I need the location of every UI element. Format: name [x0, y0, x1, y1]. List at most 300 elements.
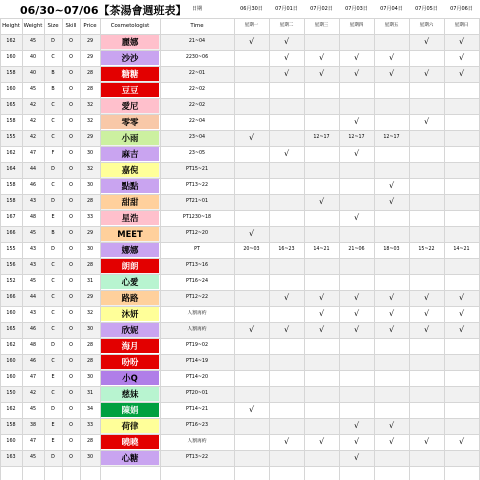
cell-skill: O — [69, 71, 73, 76]
cell-time: PT13~16 — [185, 263, 209, 268]
day-cell — [444, 370, 479, 386]
day-cell — [444, 210, 479, 226]
cell-height: 166 — [6, 231, 16, 236]
table-row — [0, 194, 480, 210]
cell-skill: O — [69, 311, 73, 316]
table-row — [0, 162, 480, 178]
day-cell — [444, 162, 479, 178]
header-date: 07月06日 — [450, 6, 473, 12]
cell-time: PT — [194, 247, 200, 252]
cell-skill: O — [69, 391, 73, 396]
table-row — [0, 242, 480, 258]
cell-height: 158 — [6, 119, 16, 124]
day-cell: √ — [353, 309, 360, 318]
table-row — [0, 322, 480, 338]
cell-time: 人割再約 — [187, 327, 207, 332]
cosmetologist-name[interactable]: 糖糖 — [101, 67, 159, 81]
day-cell: √ — [388, 197, 395, 206]
day-cell: √ — [458, 69, 465, 78]
cell-price: 31 — [86, 279, 94, 284]
table-row — [0, 130, 480, 146]
cell-price: 30 — [86, 375, 94, 380]
cell-time: 2230~06 — [185, 55, 209, 60]
cell-size: E — [51, 439, 55, 444]
table-row — [0, 354, 480, 370]
day-cell — [444, 146, 479, 162]
cosmetologist-name[interactable]: 愛尼 — [101, 99, 159, 113]
day-cell — [234, 354, 269, 370]
cell-weight: 45 — [29, 231, 37, 236]
day-cell: √ — [248, 133, 255, 142]
day-cell: √ — [283, 149, 290, 158]
day-cell: √ — [458, 53, 465, 62]
cosmetologist-name[interactable]: 沐妍 — [101, 307, 159, 321]
cell-price: 33 — [86, 215, 94, 220]
cell-time: PT14~21 — [185, 407, 209, 412]
cosmetologist-name[interactable]: 欣妮 — [101, 323, 159, 337]
cell-height: 155 — [6, 135, 16, 140]
day-cell — [444, 226, 479, 242]
day-cell — [234, 258, 269, 274]
cell-skill: O — [69, 343, 73, 348]
table-row — [0, 114, 480, 130]
cosmetologist-name[interactable]: 沙沙 — [101, 51, 159, 65]
day-cell: √ — [423, 37, 430, 46]
cell-height: 152 — [6, 279, 16, 284]
day-cell — [339, 194, 374, 210]
day-cell — [444, 338, 479, 354]
grid-hline — [0, 274, 480, 275]
grid-vline — [339, 18, 340, 480]
day-cell: √ — [318, 69, 325, 78]
cell-weight: 45 — [29, 455, 37, 460]
cell-size: D — [51, 455, 55, 460]
cosmetologist-name[interactable]: 朗朗 — [101, 259, 159, 273]
day-cell — [269, 370, 304, 386]
day-cell — [269, 338, 304, 354]
grid-hline — [0, 450, 480, 451]
cell-weight: 48 — [29, 215, 37, 220]
cell-height: 162 — [6, 151, 16, 156]
cell-weight: 42 — [29, 391, 37, 396]
day-cell — [339, 226, 374, 242]
cell-time: 21~04 — [188, 39, 206, 44]
grid-hline — [0, 242, 480, 243]
day-cell — [234, 82, 269, 98]
day-cell: 18~03 — [383, 247, 400, 252]
table-row — [0, 338, 480, 354]
cell-weight: 42 — [29, 103, 37, 108]
cosmetologist-name[interactable]: 星浩 — [101, 211, 159, 225]
day-cell — [444, 274, 479, 290]
cell-weight: 38 — [29, 423, 37, 428]
grid-hline — [0, 434, 480, 435]
day-cell — [234, 66, 269, 82]
cell-time: PT13~22 — [185, 183, 209, 188]
cell-price: 30 — [86, 455, 94, 460]
day-cell: 12~17 — [383, 135, 400, 140]
cell-weight: 43 — [29, 311, 37, 316]
header-weekday: 星期六 — [419, 23, 434, 28]
day-cell — [339, 162, 374, 178]
cosmetologist-name[interactable]: 嘉倪 — [101, 163, 159, 177]
cell-size: C — [51, 327, 55, 332]
day-cell: √ — [283, 53, 290, 62]
day-cell — [444, 114, 479, 130]
day-cell: √ — [458, 309, 465, 318]
day-cell: 14~21 — [453, 247, 470, 252]
day-cell — [234, 370, 269, 386]
day-cell: √ — [458, 325, 465, 334]
cell-price: 29 — [86, 39, 94, 44]
header-time: Time — [190, 23, 204, 29]
day-cell — [409, 258, 444, 274]
cell-size: B — [51, 71, 55, 76]
grid-vline — [0, 18, 1, 480]
day-cell — [374, 82, 409, 98]
cell-time: PT12~20 — [185, 231, 209, 236]
header-date: 07月05日 — [415, 6, 438, 12]
cell-height: 158 — [6, 71, 16, 76]
header-weekday: 星期日 — [454, 23, 469, 28]
grid-vline — [409, 18, 410, 480]
day-cell: √ — [388, 421, 395, 430]
cell-weight: 44 — [29, 167, 37, 172]
cell-time: 22~02 — [188, 103, 206, 108]
day-cell — [374, 354, 409, 370]
day-cell — [374, 114, 409, 130]
day-cell: √ — [388, 69, 395, 78]
day-cell — [409, 194, 444, 210]
cell-price: 29 — [86, 55, 94, 60]
day-cell — [234, 162, 269, 178]
cell-price: 30 — [86, 247, 94, 252]
day-cell — [339, 402, 374, 418]
cell-weight: 46 — [29, 183, 37, 188]
day-cell — [269, 98, 304, 114]
day-cell — [374, 226, 409, 242]
cosmetologist-name[interactable]: 路路 — [101, 291, 159, 305]
day-cell: 14~21 — [313, 247, 330, 252]
grid-hline — [0, 386, 480, 387]
grid-hline — [0, 338, 480, 339]
cosmetologist-name[interactable]: 慈妹 — [101, 387, 159, 401]
cell-price: 34 — [86, 407, 94, 412]
table-row — [0, 290, 480, 306]
header-date: 07月01日 — [275, 6, 298, 12]
day-cell — [374, 98, 409, 114]
day-cell — [444, 402, 479, 418]
cosmetologist-name[interactable]: 心愛 — [101, 275, 159, 289]
day-cell — [269, 226, 304, 242]
cell-size: C — [51, 135, 55, 140]
grid-vline — [269, 18, 270, 480]
day-cell — [409, 130, 444, 146]
grid-vline — [44, 18, 45, 480]
cosmetologist-name[interactable]: 零零 — [101, 115, 159, 129]
grid-vline — [160, 18, 161, 480]
day-cell: 12~17 — [313, 135, 330, 140]
cell-weight: 47 — [29, 375, 37, 380]
cell-skill: O — [69, 407, 73, 412]
day-cell — [409, 82, 444, 98]
header-date-label: 日期 — [191, 6, 202, 12]
day-cell — [339, 178, 374, 194]
cell-price: 29 — [86, 135, 94, 140]
day-cell — [444, 418, 479, 434]
cell-skill: O — [69, 455, 73, 460]
table-row — [0, 258, 480, 274]
day-cell — [339, 258, 374, 274]
cell-height: 160 — [6, 55, 16, 60]
cell-weight: 45 — [29, 87, 37, 92]
grid-vline — [100, 18, 101, 480]
day-cell: √ — [318, 53, 325, 62]
day-cell — [304, 146, 339, 162]
cosmetologist-name[interactable]: 娜娜 — [101, 243, 159, 257]
cell-price: 30 — [86, 151, 94, 156]
day-cell — [234, 434, 269, 450]
cell-time: 人割再約 — [187, 439, 207, 444]
day-cell — [304, 386, 339, 402]
day-cell: √ — [353, 213, 360, 222]
cell-price: 29 — [86, 295, 94, 300]
day-cell — [374, 162, 409, 178]
day-cell — [409, 418, 444, 434]
day-cell — [304, 178, 339, 194]
cell-skill: O — [69, 295, 73, 300]
day-cell — [269, 162, 304, 178]
header-date: 07月04日 — [380, 6, 403, 12]
cell-height: 155 — [6, 247, 16, 252]
day-cell — [409, 226, 444, 242]
day-cell: √ — [248, 229, 255, 238]
cell-price: 29 — [86, 231, 94, 236]
table-row — [0, 450, 480, 466]
day-cell: 15~22 — [418, 247, 435, 252]
cell-weight: 43 — [29, 263, 37, 268]
cosmetologist-name[interactable]: 麻吉 — [101, 147, 159, 161]
cosmetologist-name[interactable]: 陳娟 — [101, 403, 159, 417]
cosmetologist-name[interactable]: 荷律 — [101, 419, 159, 433]
cell-skill: O — [69, 87, 73, 92]
cell-size: D — [51, 39, 55, 44]
cosmetologist-name[interactable]: 曉曉 — [101, 435, 159, 449]
day-cell: √ — [248, 325, 255, 334]
cosmetologist-name[interactable]: 海月 — [101, 339, 159, 353]
cell-skill: O — [69, 231, 73, 236]
cell-skill: O — [69, 359, 73, 364]
day-cell — [374, 450, 409, 466]
table-row — [0, 82, 480, 98]
day-cell: √ — [248, 37, 255, 46]
cell-time: 22~02 — [188, 87, 206, 92]
cosmetologist-name[interactable]: MEET — [101, 227, 159, 241]
day-cell — [409, 338, 444, 354]
day-cell — [304, 114, 339, 130]
cell-size: C — [51, 183, 55, 188]
cell-size: C — [51, 119, 55, 124]
day-cell: √ — [318, 325, 325, 334]
grid-hline — [0, 18, 480, 19]
day-cell: 16~23 — [278, 247, 295, 252]
grid-hline — [0, 178, 480, 179]
cell-skill: O — [69, 39, 73, 44]
cell-size: C — [51, 359, 55, 364]
day-cell — [269, 354, 304, 370]
grid-hline — [0, 98, 480, 99]
cell-time: PT14~19 — [185, 359, 209, 364]
cosmetologist-name[interactable]: 吩吩 — [101, 355, 159, 369]
day-cell — [234, 290, 269, 306]
day-cell: √ — [353, 453, 360, 462]
day-cell — [234, 338, 269, 354]
day-cell — [409, 274, 444, 290]
cell-size: B — [51, 87, 55, 92]
cell-price: 28 — [86, 439, 94, 444]
grid-hline — [0, 322, 480, 323]
day-cell — [234, 178, 269, 194]
header-weekday: 星期五 — [384, 23, 399, 28]
grid-hline — [0, 370, 480, 371]
day-cell — [409, 162, 444, 178]
day-cell: √ — [388, 437, 395, 446]
day-cell — [269, 402, 304, 418]
header-price: Price — [83, 23, 97, 29]
day-cell: √ — [318, 309, 325, 318]
cell-time: PT13~22 — [185, 455, 209, 460]
cosmetologist-name[interactable]: 小雨 — [101, 131, 159, 145]
cosmetologist-name[interactable]: 點點 — [101, 179, 159, 193]
cell-time: 23~04 — [188, 135, 206, 140]
cell-price: 33 — [86, 423, 94, 428]
cell-height: 165 — [6, 327, 16, 332]
day-cell — [304, 226, 339, 242]
day-cell — [409, 402, 444, 418]
cell-size: C — [51, 295, 55, 300]
grid-hline — [0, 162, 480, 163]
grid-hline — [0, 66, 480, 67]
grid-hline — [0, 306, 480, 307]
header-date: 06月30日 — [240, 6, 263, 12]
cell-height: 165 — [6, 103, 16, 108]
cell-height: 158 — [6, 183, 16, 188]
cosmetologist-name[interactable]: 麗娜 — [101, 35, 159, 49]
table-row — [0, 210, 480, 226]
cosmetologist-name[interactable]: 小Q — [101, 371, 159, 385]
day-cell: 21~06 — [348, 247, 365, 252]
day-cell: √ — [318, 293, 325, 302]
day-cell — [444, 450, 479, 466]
cell-size: E — [51, 423, 55, 428]
table-row — [0, 386, 480, 402]
day-cell — [339, 370, 374, 386]
cell-height: 160 — [6, 439, 16, 444]
cell-size: C — [51, 391, 55, 396]
cosmetologist-name[interactable]: 豆豆 — [101, 83, 159, 97]
day-cell — [234, 146, 269, 162]
cell-size: C — [51, 311, 55, 316]
day-cell — [304, 418, 339, 434]
cell-time: 22~01 — [188, 71, 206, 76]
header-date: 07月03日 — [345, 6, 368, 12]
cell-skill: O — [69, 263, 73, 268]
day-cell — [234, 386, 269, 402]
day-cell — [269, 418, 304, 434]
day-cell — [409, 450, 444, 466]
day-cell — [269, 178, 304, 194]
day-cell — [374, 210, 409, 226]
day-cell: √ — [423, 437, 430, 446]
day-cell: √ — [353, 69, 360, 78]
cell-size: C — [51, 55, 55, 60]
day-cell — [234, 274, 269, 290]
day-cell — [339, 338, 374, 354]
day-cell: √ — [353, 149, 360, 158]
day-cell — [444, 194, 479, 210]
day-cell — [339, 34, 374, 50]
cell-weight: 45 — [29, 279, 37, 284]
cosmetologist-name[interactable]: 心糖 — [101, 451, 159, 465]
day-cell — [409, 146, 444, 162]
cell-size: C — [51, 279, 55, 284]
cell-height: 162 — [6, 407, 16, 412]
cell-height: 160 — [6, 375, 16, 380]
table-row — [0, 226, 480, 242]
cell-price: 32 — [86, 103, 94, 108]
cell-height: 160 — [6, 359, 16, 364]
cosmetologist-name[interactable]: 甜甜 — [101, 195, 159, 209]
cell-price: 28 — [86, 343, 94, 348]
cell-height: 163 — [6, 455, 16, 460]
cell-price: 32 — [86, 311, 94, 316]
day-cell: √ — [423, 325, 430, 334]
cell-weight: 40 — [29, 71, 37, 76]
day-cell — [304, 338, 339, 354]
cell-weight: 47 — [29, 439, 37, 444]
day-cell — [304, 162, 339, 178]
table-row — [0, 274, 480, 290]
cell-weight: 44 — [29, 295, 37, 300]
grid-hline — [0, 194, 480, 195]
cell-price: 30 — [86, 183, 94, 188]
day-cell — [304, 450, 339, 466]
day-cell — [269, 450, 304, 466]
cell-time: PT14~20 — [185, 375, 209, 380]
header-skill: Skill — [65, 23, 77, 29]
day-cell: √ — [458, 37, 465, 46]
day-cell — [339, 354, 374, 370]
cell-size: C — [51, 103, 55, 108]
day-cell — [234, 210, 269, 226]
cell-height: 160 — [6, 87, 16, 92]
day-cell: √ — [388, 309, 395, 318]
day-cell: 20~03 — [243, 247, 260, 252]
day-cell — [409, 50, 444, 66]
cell-height: 162 — [6, 343, 16, 348]
day-cell — [269, 130, 304, 146]
grid-vline — [374, 18, 375, 480]
day-cell: 12~17 — [348, 135, 365, 140]
cell-weight: 46 — [29, 359, 37, 364]
day-cell — [269, 82, 304, 98]
cell-size: E — [51, 215, 55, 220]
grid-hline — [0, 82, 480, 83]
day-cell: √ — [318, 197, 325, 206]
day-cell: √ — [388, 325, 395, 334]
cell-weight: 48 — [29, 343, 37, 348]
day-cell — [269, 114, 304, 130]
